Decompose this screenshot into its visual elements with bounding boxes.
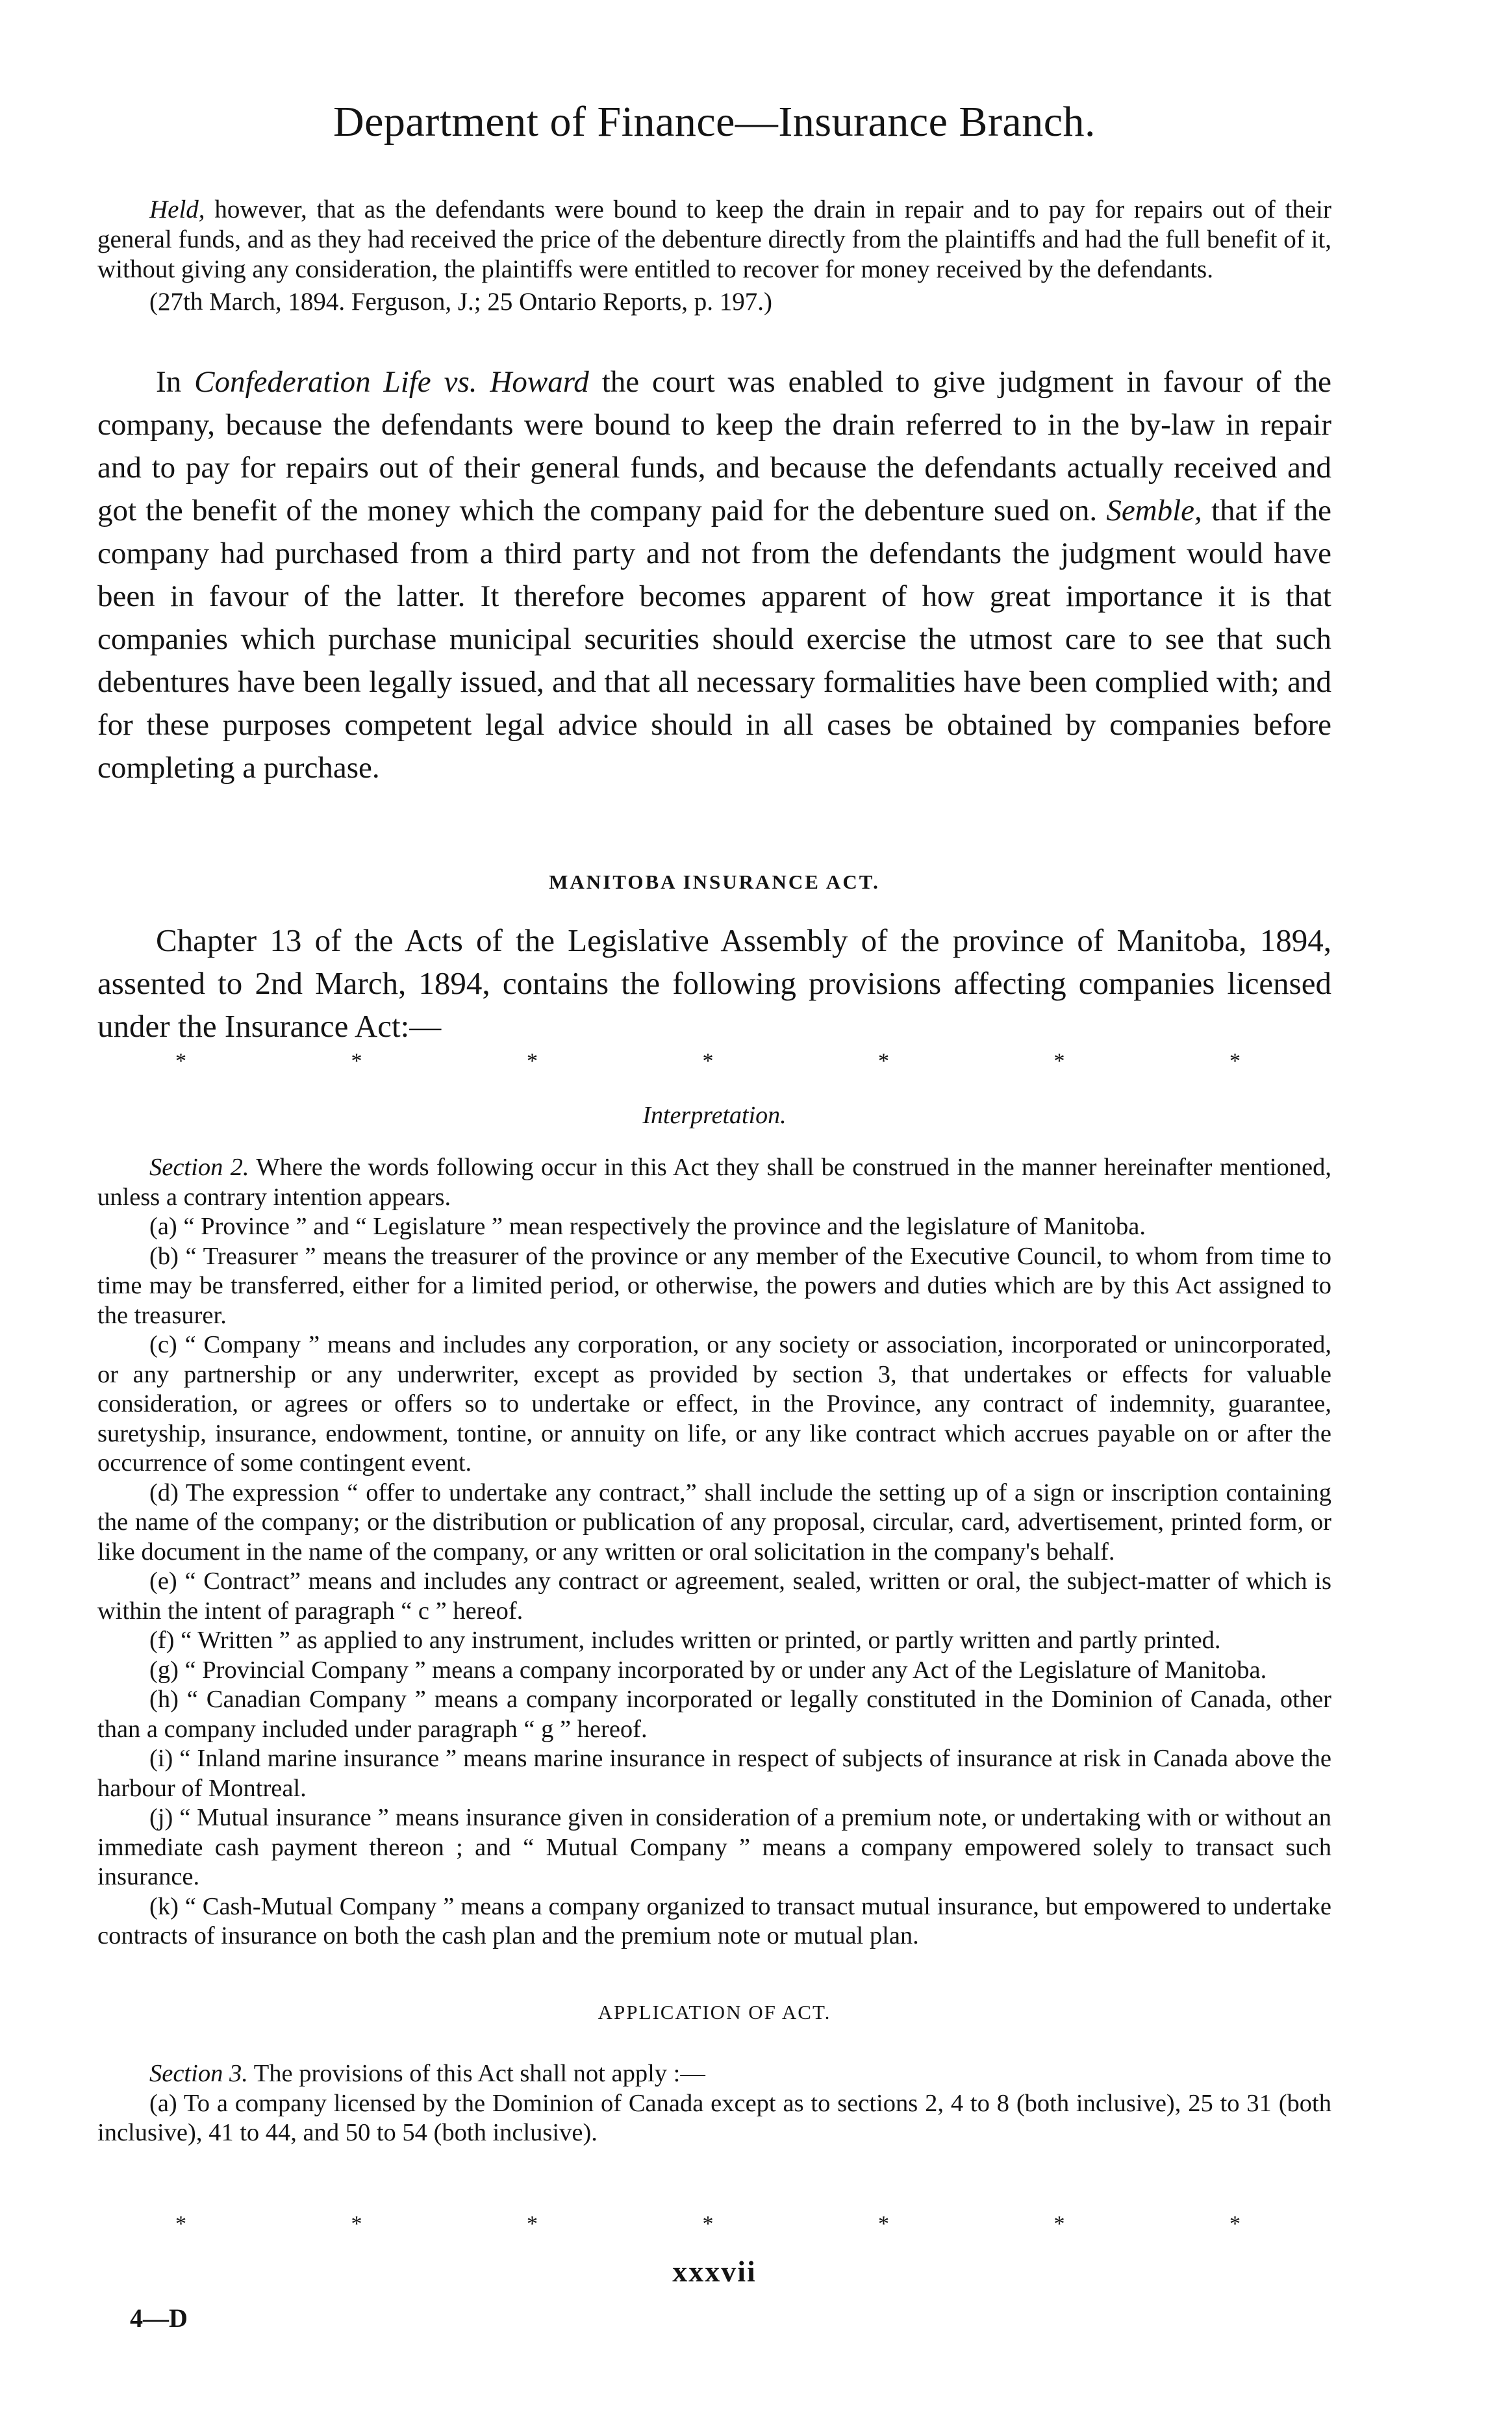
application-a: (a) To a company licensed by the Dominion of Canada except as to sections 2, 4 to 8 (both inclusive), 25 to 31 (both inclusive), 41 to 44, and 50 to 54 (both inclusive). [97, 2089, 1331, 2146]
section-3-paragraph [97, 2059, 1331, 2089]
section-2-text: Where the words following occur in this Act they shall be construed in the manner hereinafter mentioned, unless a contrary intention appears. [97, 1154, 1331, 1211]
application-heading: APPLICATION OF ACT. [598, 2001, 831, 2024]
asterisk: * [527, 1049, 538, 1073]
chapter-block [97, 919, 1331, 1048]
asterisk: * [878, 1049, 889, 1073]
commentary-text-1: In [156, 365, 195, 399]
section-2-label: Section 2. [149, 1154, 249, 1181]
commentary-text-3: that if the company had purchased from a third party and not from the defendants the judgment would have been in favour of the latter. It therefore becomes apparent of how great importance it is that companies which purchase municipal securities should exercise the utmost care to see that such debentures have been legally issued, and that all necessary formalities have been complied with; and for these purposes competent legal advice should in all cases be obtained by companies before completing a purchase. [97, 494, 1331, 785]
asterisk: * [175, 1049, 186, 1073]
asterisk: * [1229, 2212, 1241, 2236]
section-2-paragraph [97, 1153, 1331, 1212]
definition-c: (c) “ Company ” means and includes any corporation, or any society or association, incorporated or unincorporated, or any partnership or any underwriter, except as provided by section 3, that undertakes or effects for valuable consideration, or agrees or offers so to undertake or effect, in the Province, any contract of indemnity, guarantee, suretyship, insurance, endowment, tontine, or annuity on life, or any like contract which accrues payable on or after the occurrence of some contingent event. [97, 1331, 1331, 1477]
asterisk: * [527, 2212, 538, 2236]
definition-g: (g) “ Provincial Company ” means a company incorporated by or under any Act of the Legislature of Manitoba. [149, 1656, 1267, 1684]
commentary-text-2: the court was enabled to give judgment in favour of the company, because the defendants were bound to keep the drain referred to in the by-law in repair and to pay for repairs out of their general funds, and because the defendants actually received and got the benefit of the money which the company paid for the debenture sued on. [97, 365, 1332, 527]
definition-e: (e) “ Contract” means and includes any contract or agreement, sealed, written or oral, the subject-matter of which is within the intent of paragraph “ c ” hereof. [97, 1567, 1331, 1625]
asterisk: * [351, 1049, 362, 1073]
asterisk: * [175, 2212, 186, 2236]
held-text: however, that as the defendants were bound to keep the drain in repair and to pay for repairs out of their general funds, and as they had received the price of the debenture directly from the plaintiffs and had the full benefit of it, without giving any consideration, the plaintiffs were entitled to recover for money received by the defendants. [97, 196, 1331, 283]
signature-mark: 4—D [130, 2303, 188, 2333]
section-3-label: Section 3. [149, 2060, 248, 2087]
definition-h: (h) “ Canadian Company ” means a company incorporated or legally constituted in the Dominion of Canada, other than a company included under paragraph “ g ” hereof. [97, 1686, 1331, 1743]
asterisk: * [702, 2212, 714, 2236]
asterism-row [175, 2212, 1241, 2237]
definition-d: (d) The expression “ offer to undertake any contract,” shall include the setting up of a sign or inscription containing the name of the company; or the distribution or publication of any proposal, circular, card, advertisement, printed form, or like document in the name of the company, or any written or oral solicitation in the company's behalf. [97, 1478, 1331, 1566]
semble-label: Semble, [1106, 494, 1202, 527]
definition-a: (a) “ Province ” and “ Legislature ” mean respectively the province and the legislature of Manitoba. [149, 1213, 1146, 1240]
definition-k: (k) “ Cash-Mutual Company ” means a company organized to transact mutual insurance, but empowered to undertake contracts of insurance on both the cash plan and the premium note or mutual plan. [97, 1892, 1331, 1949]
definitions-block [97, 1153, 1331, 1951]
asterisk: * [702, 1049, 714, 1073]
page-header: Department of Finance—Insurance Branch. [333, 98, 1096, 146]
definition-f: (f) “ Written ” as applied to any instrument, includes written or printed, or partly written and partly printed. [149, 1627, 1221, 1654]
asterisk: * [1053, 1049, 1065, 1073]
commentary-block [97, 361, 1331, 789]
manitoba-heading: MANITOBA INSURANCE ACT. [549, 870, 880, 893]
held-paragraph [97, 195, 1331, 285]
page-number: xxxvii [672, 2255, 757, 2288]
chapter-paragraph: Chapter 13 of the Acts of the Legislative Assembly of the province of Manitoba, 1894, assented to 2nd March, 1894, contains the following provisions affecting companies licensed under the Insurance Act:— [97, 922, 1331, 1044]
definition-j: (j) “ Mutual insurance ” means insurance given in consideration of a premium note, or undertaking with or without an immediate cash payment thereon ; and “ Mutual Company ” means a company empowered solely to transact such insurance. [97, 1804, 1331, 1890]
interpretation-heading: Interpretation. [642, 1102, 787, 1129]
section-3-text: The provisions of this Act shall not apply :— [247, 2060, 705, 2087]
case-name: Confederation Life vs. Howard [194, 365, 589, 399]
definition-b: (b) “ Treasurer ” means the treasurer of the province or any member of the Executive Council, to whom from time to time may be transferred, either for a limited period, or otherwise, the powers and duties which are by this Act assigned to the treasurer. [97, 1242, 1331, 1329]
asterisk: * [878, 2212, 889, 2236]
held-citation: (27th March, 1894. Ferguson, J.; 25 Ontario Reports, p. 197.) [149, 288, 773, 316]
held-label: Held, [149, 196, 205, 223]
application-block [97, 2059, 1331, 2148]
asterisk: * [1229, 1049, 1241, 1073]
definition-i: (i) “ Inland marine insurance ” means marine insurance in respect of subjects of insurance at risk in Canada above the harbour of Montreal. [97, 1745, 1331, 1802]
asterism-row [175, 1049, 1241, 1074]
document-page [97, 0, 1331, 2436]
held-paragraph-block [97, 195, 1331, 317]
commentary-paragraph [97, 361, 1331, 789]
asterisk: * [1053, 2212, 1065, 2236]
asterisk: * [351, 2212, 362, 2236]
